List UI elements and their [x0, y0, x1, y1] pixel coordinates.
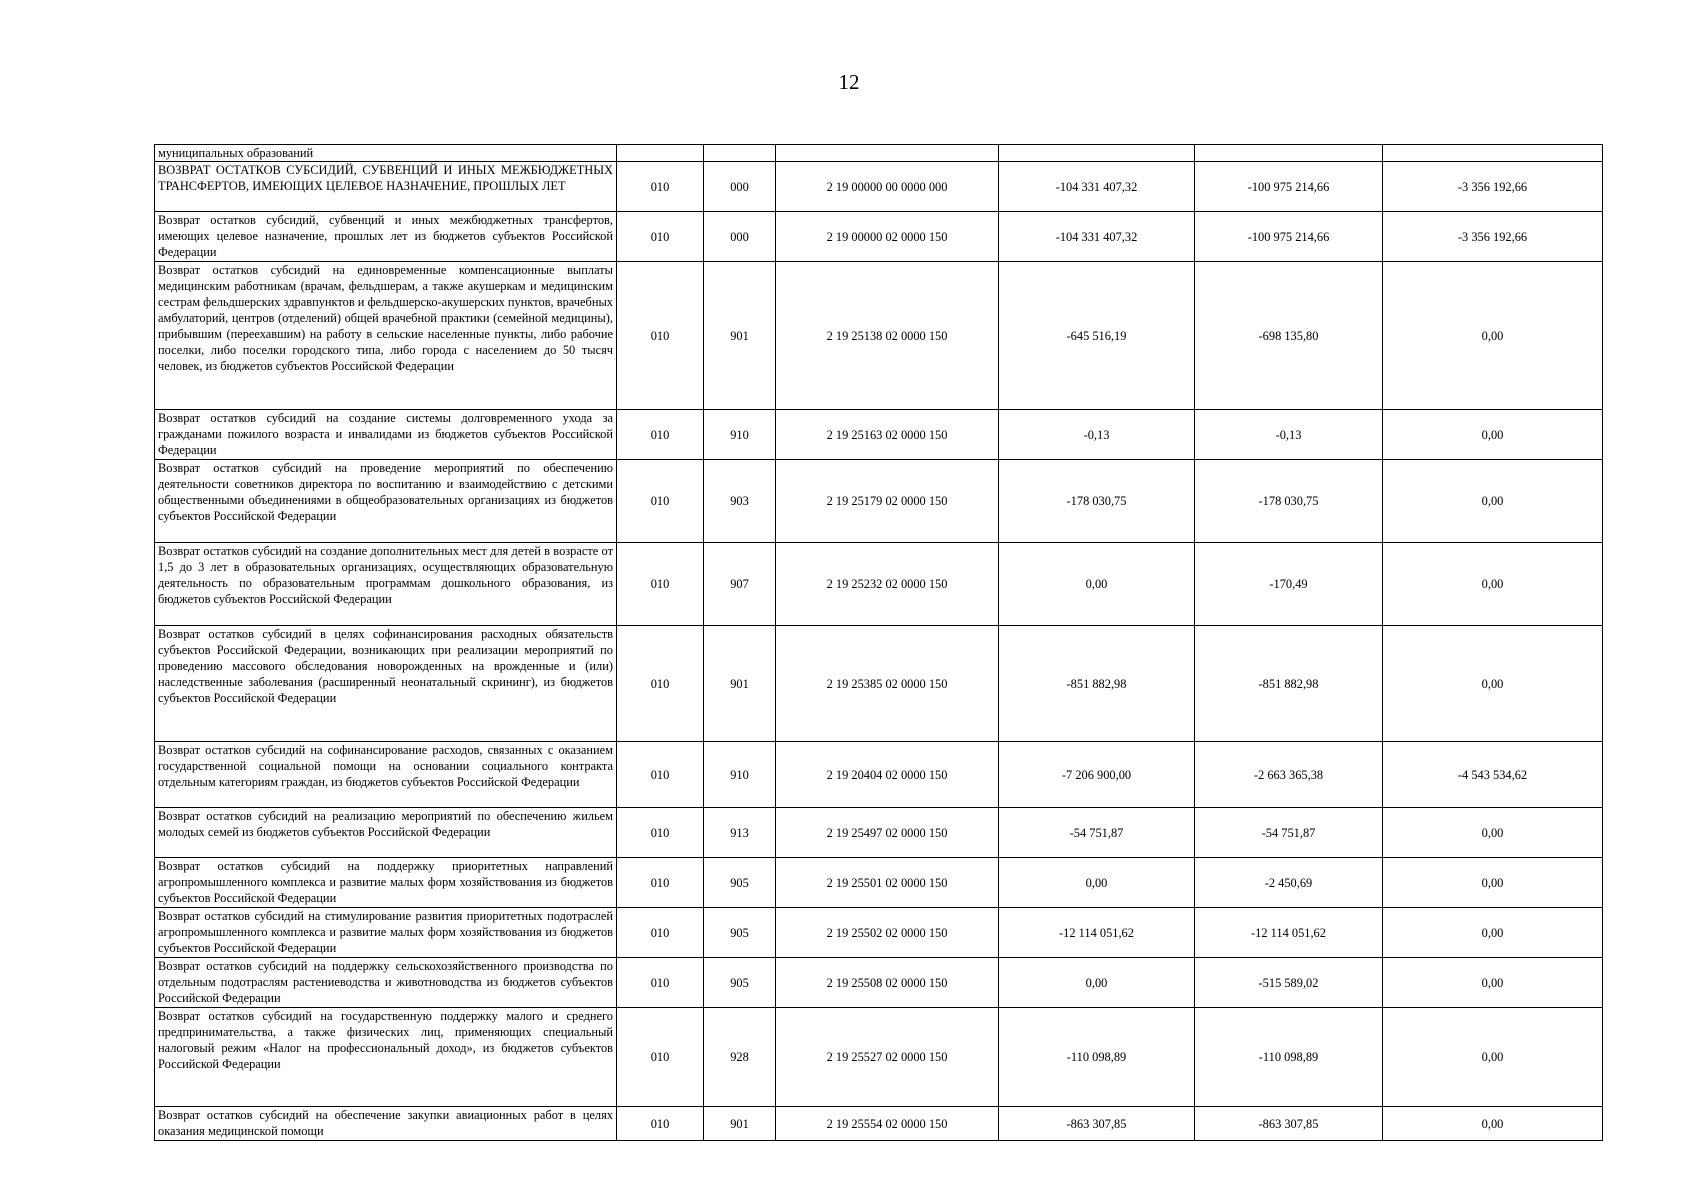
admin-code-cell: 010 — [617, 626, 704, 742]
table-row — [155, 212, 1603, 262]
amount-cell-1: 0,00 — [999, 858, 1195, 908]
grbs-code-cell: 903 — [704, 460, 776, 543]
budget-class-code-cell: 2 19 25554 02 0000 150 — [776, 1107, 999, 1141]
amount-cell-3: -4 543 534,62 — [1383, 742, 1603, 808]
grbs-code-cell: 000 — [704, 162, 776, 212]
row-description: ВОЗВРАТ ОСТАТКОВ СУБСИДИЙ, СУБВЕНЦИЙ И ИНЫХ МЕЖБЮДЖЕТНЫХ ТРАНСФЕРТОВ, ИМЕЮЩИХ ЦЕЛЕВОЕ НАЗНАЧЕНИЕ, ПРОШЛЫХ ЛЕТ — [155, 162, 617, 212]
row-description: Возврат остатков субсидий на стимулирование развития приоритетных подотраслей агропромышленного комплекса и развитие малых форм хозяйствования из бюджетов субъектов Российской Федерации — [155, 908, 617, 958]
amount-cell-3: -3 356 192,66 — [1383, 162, 1603, 212]
budget-class-code-cell — [776, 145, 999, 162]
table-row — [155, 742, 1603, 808]
amount-cell-2: -100 975 214,66 — [1195, 212, 1383, 262]
table-row — [155, 808, 1603, 858]
table-row — [155, 958, 1603, 1008]
admin-code-cell: 010 — [617, 262, 704, 410]
admin-code-cell: 010 — [617, 162, 704, 212]
budget-class-code-cell: 2 19 25527 02 0000 150 — [776, 1008, 999, 1107]
amount-cell-1: -178 030,75 — [999, 460, 1195, 543]
amount-cell-3: 0,00 — [1383, 460, 1603, 543]
amount-cell-2: -851 882,98 — [1195, 626, 1383, 742]
amount-cell-1: -12 114 051,62 — [999, 908, 1195, 958]
table-row — [155, 410, 1603, 460]
row-description: Возврат остатков субсидий на единовременные компенсационные выплаты медицинским работникам (врачам, фельдшерам, а также акушеркам и медицинским сестрам фельдшерских здравпунктов и фельдшерско-акушерских пунктов, врачебных амбулаторий, центров (отделений) общей врачебной практики (семейной медицины), прибывшим (переехавшим) на работу в сельские населенные пункты, либо рабочие поселки, либо поселки городского типа, либо города с населением до 50 тысяч человек, из бюджетов субъектов Российской Федерации — [155, 262, 617, 410]
grbs-code-cell: 910 — [704, 742, 776, 808]
budget-class-code-cell: 2 19 25163 02 0000 150 — [776, 410, 999, 460]
amount-cell-1: -851 882,98 — [999, 626, 1195, 742]
amount-cell-3 — [1383, 145, 1603, 162]
amount-cell-2: -515 589,02 — [1195, 958, 1383, 1008]
budget-class-code-cell: 2 19 00000 00 0000 000 — [776, 162, 999, 212]
amount-cell-2: -54 751,87 — [1195, 808, 1383, 858]
amount-cell-3: 0,00 — [1383, 543, 1603, 626]
row-description: Возврат остатков субсидий на поддержку сельскохозяйственного производства по отдельным подотраслям растениеводства и животноводства из бюджетов субъектов Российской Федерации — [155, 958, 617, 1008]
budget-class-code-cell: 2 19 25508 02 0000 150 — [776, 958, 999, 1008]
grbs-code-cell — [704, 145, 776, 162]
table-row — [155, 543, 1603, 626]
row-description: Возврат остатков субсидий на реализацию мероприятий по обеспечению жильем молодых семей из бюджетов субъектов Российской Федерации — [155, 808, 617, 858]
admin-code-cell: 010 — [617, 958, 704, 1008]
amount-cell-2: -170,49 — [1195, 543, 1383, 626]
grbs-code-cell: 000 — [704, 212, 776, 262]
table-row — [155, 908, 1603, 958]
amount-cell-1: -110 098,89 — [999, 1008, 1195, 1107]
budget-class-code-cell: 2 19 25179 02 0000 150 — [776, 460, 999, 543]
grbs-code-cell: 905 — [704, 908, 776, 958]
table-row — [155, 1008, 1603, 1107]
row-description: Возврат остатков субсидий, субвенций и иных межбюджетных трансфертов, имеющих целевое назначение, прошлых лет из бюджетов субъектов Российской Федерации — [155, 212, 617, 262]
row-description: муниципальных образований — [155, 145, 617, 162]
budget-class-code-cell: 2 19 25502 02 0000 150 — [776, 908, 999, 958]
table-row — [155, 1107, 1603, 1141]
row-description: Возврат остатков субсидий на обеспечение закупки авиационных работ в целях оказания медицинской помощи — [155, 1107, 617, 1141]
amount-cell-3: 0,00 — [1383, 262, 1603, 410]
amount-cell-1: -7 206 900,00 — [999, 742, 1195, 808]
admin-code-cell: 010 — [617, 543, 704, 626]
row-description: Возврат остатков субсидий на государственную поддержку малого и среднего предпринимательства, а также физических лиц, применяющих специальный налоговый режим «Налог на профессиональный доход», из бюджетов субъектов Российской Федерации — [155, 1008, 617, 1107]
budget-table — [154, 144, 1603, 1141]
amount-cell-2: -698 135,80 — [1195, 262, 1383, 410]
admin-code-cell: 010 — [617, 1008, 704, 1107]
admin-code-cell: 010 — [617, 460, 704, 543]
grbs-code-cell: 913 — [704, 808, 776, 858]
table-row — [155, 145, 1603, 162]
amount-cell-3: 0,00 — [1383, 958, 1603, 1008]
row-description: Возврат остатков субсидий на проведение мероприятий по обеспечению деятельности советников директора по воспитанию и взаимодействию с детскими общественными объединениями в общеобразовательных организациях из бюджетов субъектов Российской Федерации — [155, 460, 617, 543]
budget-class-code-cell: 2 19 25385 02 0000 150 — [776, 626, 999, 742]
amount-cell-2: -2 663 365,38 — [1195, 742, 1383, 808]
budget-class-code-cell: 2 19 25232 02 0000 150 — [776, 543, 999, 626]
table-row — [155, 262, 1603, 410]
amount-cell-2: -110 098,89 — [1195, 1008, 1383, 1107]
budget-class-code-cell: 2 19 25497 02 0000 150 — [776, 808, 999, 858]
admin-code-cell: 010 — [617, 410, 704, 460]
amount-cell-3: 0,00 — [1383, 808, 1603, 858]
amount-cell-3: -3 356 192,66 — [1383, 212, 1603, 262]
grbs-code-cell: 905 — [704, 958, 776, 1008]
admin-code-cell: 010 — [617, 908, 704, 958]
budget-class-code-cell: 2 19 20404 02 0000 150 — [776, 742, 999, 808]
amount-cell-1 — [999, 145, 1195, 162]
amount-cell-1: -104 331 407,32 — [999, 212, 1195, 262]
row-description: Возврат остатков субсидий в целях софинансирования расходных обязательств субъектов Российской Федерации, возникающих при реализации мероприятий по проведению массового обследования новорожденных на врожденные и (или) наследственные заболевания (расширенный неонатальный скрининг), из бюджетов субъектов Российской Федерации — [155, 626, 617, 742]
amount-cell-3: 0,00 — [1383, 858, 1603, 908]
amount-cell-2: -863 307,85 — [1195, 1107, 1383, 1141]
table-row — [155, 162, 1603, 212]
amount-cell-1: -54 751,87 — [999, 808, 1195, 858]
amount-cell-2: -2 450,69 — [1195, 858, 1383, 908]
budget-class-code-cell: 2 19 00000 02 0000 150 — [776, 212, 999, 262]
page-number: 12 — [838, 70, 860, 94]
table-row — [155, 858, 1603, 908]
grbs-code-cell: 901 — [704, 1107, 776, 1141]
amount-cell-1: 0,00 — [999, 958, 1195, 1008]
row-description: Возврат остатков субсидий на создание системы долговременного ухода за гражданами пожилого возраста и инвалидами из бюджетов субъектов Российской Федерации — [155, 410, 617, 460]
amount-cell-2: -0,13 — [1195, 410, 1383, 460]
budget-class-code-cell: 2 19 25501 02 0000 150 — [776, 858, 999, 908]
admin-code-cell: 010 — [617, 1107, 704, 1141]
amount-cell-2 — [1195, 145, 1383, 162]
amount-cell-3: 0,00 — [1383, 908, 1603, 958]
row-description: Возврат остатков субсидий на создание дополнительных мест для детей в возрасте от 1,5 до 3 лет в образовательных организациях, осуществляющих образовательную деятельность по образовательным программам дошкольного образования, из бюджетов субъектов Российской Федерации — [155, 543, 617, 626]
grbs-code-cell: 910 — [704, 410, 776, 460]
amount-cell-2: -12 114 051,62 — [1195, 908, 1383, 958]
budget-class-code-cell: 2 19 25138 02 0000 150 — [776, 262, 999, 410]
admin-code-cell: 010 — [617, 858, 704, 908]
grbs-code-cell: 901 — [704, 626, 776, 742]
admin-code-cell: 010 — [617, 742, 704, 808]
row-description: Возврат остатков субсидий на софинансирование расходов, связанных с оказанием государственной социальной помощи на основании социального контракта отдельным категориям граждан, из бюджетов субъектов Российской Федерации — [155, 742, 617, 808]
amount-cell-2: -178 030,75 — [1195, 460, 1383, 543]
amount-cell-2: -100 975 214,66 — [1195, 162, 1383, 212]
amount-cell-1: -0,13 — [999, 410, 1195, 460]
amount-cell-1: 0,00 — [999, 543, 1195, 626]
amount-cell-1: -863 307,85 — [999, 1107, 1195, 1141]
table-row — [155, 626, 1603, 742]
amount-cell-3: 0,00 — [1383, 626, 1603, 742]
amount-cell-3: 0,00 — [1383, 1008, 1603, 1107]
grbs-code-cell: 928 — [704, 1008, 776, 1107]
table-row — [155, 460, 1603, 543]
grbs-code-cell: 905 — [704, 858, 776, 908]
admin-code-cell — [617, 145, 704, 162]
admin-code-cell: 010 — [617, 808, 704, 858]
amount-cell-1: -645 516,19 — [999, 262, 1195, 410]
row-description: Возврат остатков субсидий на поддержку приоритетных направлений агропромышленного комплекса и развитие малых форм хозяйствования из бюджетов субъектов Российской Федерации — [155, 858, 617, 908]
admin-code-cell: 010 — [617, 212, 704, 262]
amount-cell-3: 0,00 — [1383, 410, 1603, 460]
amount-cell-3: 0,00 — [1383, 1107, 1603, 1141]
amount-cell-1: -104 331 407,32 — [999, 162, 1195, 212]
grbs-code-cell: 907 — [704, 543, 776, 626]
grbs-code-cell: 901 — [704, 262, 776, 410]
